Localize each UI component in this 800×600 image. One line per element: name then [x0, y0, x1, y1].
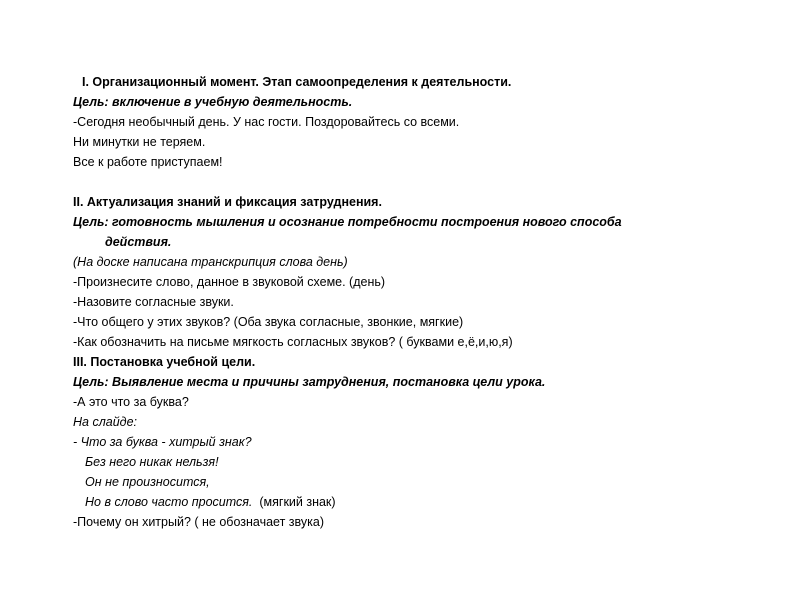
section2-line: -Произнесите слово, данное в звуковой схеме. (день) — [73, 275, 386, 289]
section3-question: -Почему он хитрый? ( не обозначает звука) — [73, 515, 324, 529]
section1-line: -Сегодня необычный день. У нас гости. Поздоровайтесь со всеми. — [73, 115, 460, 129]
section2-line: -Назовите согласные звуки. — [73, 295, 234, 309]
section2-goal-continuation: действия. — [105, 235, 172, 249]
section-gap — [73, 172, 763, 192]
section1-line: Все к работе приступаем! — [73, 155, 223, 169]
slide-label: На слайде: — [73, 415, 137, 429]
section3-heading: III. Постановка учебной цели. — [73, 355, 256, 369]
section2-goal: Цель: готовность мышления и осознание потребности построения нового способа — [73, 215, 622, 229]
section1-heading: I. Организационный момент. Этап самоопределения к деятельности. — [82, 75, 512, 89]
section2-line: -Как обозначить на письме мягкость согласных звуков? ( буквами е,ё,и,ю,я) — [73, 335, 513, 349]
verse-line: Но в слово часто просится. — [85, 495, 253, 509]
section1-line: Ни минутки не теряем. — [73, 135, 206, 149]
section2-line: -Что общего у этих звуков? (Оба звука согласные, звонкие, мягкие) — [73, 315, 464, 329]
section1-goal: Цель: включение в учебную деятельность. — [73, 95, 353, 109]
lesson-text — [73, 72, 763, 532]
verse-answer: (мягкий знак) — [259, 495, 336, 509]
verse-line: Без него никак нельзя! — [85, 455, 219, 469]
section3-question: -А это что за буква? — [73, 395, 189, 409]
verse-line: Он не произносится, — [85, 475, 210, 489]
verse-line-with-answer — [73, 492, 763, 512]
section2-heading: II. Актуализация знаний и фиксация затруднения. — [73, 195, 382, 209]
verse-line: - Что за буква - хитрый знак? — [73, 435, 252, 449]
section2-note: (На доске написана транскрипция слова день) — [73, 255, 348, 269]
section3-goal: Цель: Выявление места и причины затруднения, постановка цели урока. — [73, 375, 546, 389]
